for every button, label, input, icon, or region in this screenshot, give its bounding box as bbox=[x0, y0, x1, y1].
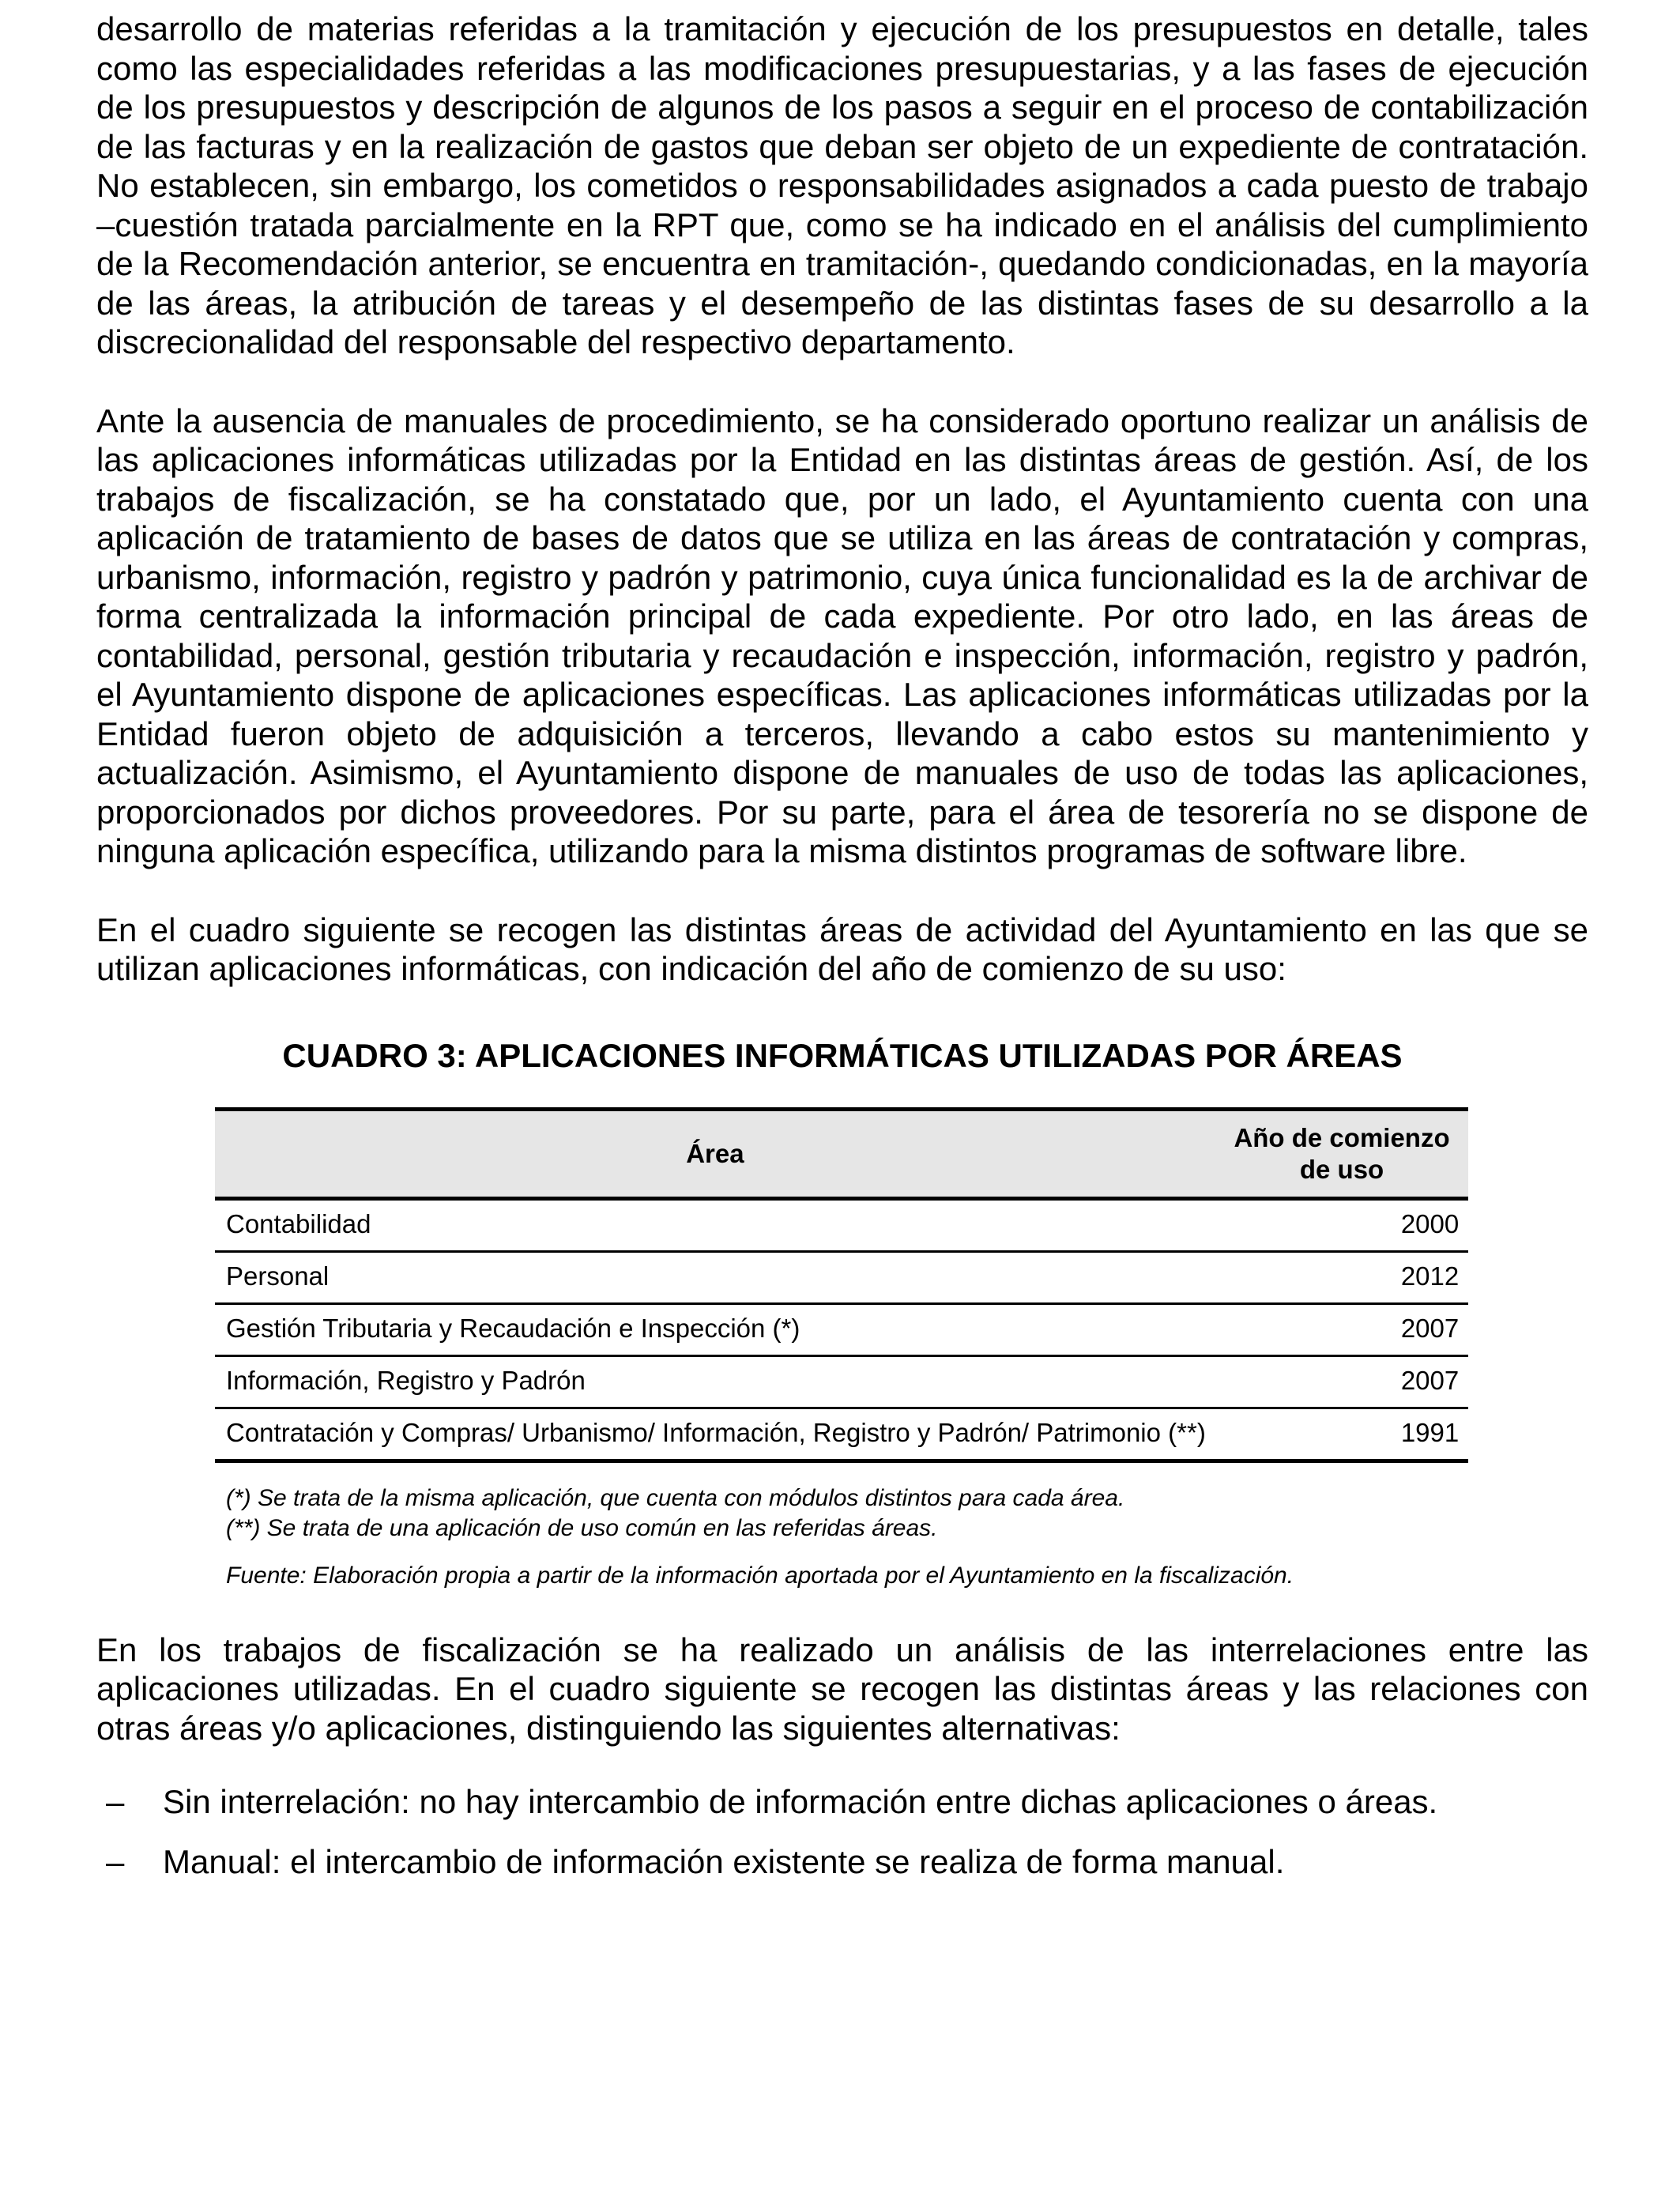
table-note-1: (*) Se trata de la misma aplicación, que cuenta con módulos distintos para cada área. bbox=[226, 1484, 1125, 1511]
paragraph-4: En los trabajos de fiscalización se ha realizado un análisis de las interrelaciones entre las aplicaciones utilizadas. En el cuadro siguiente se recogen las distintas áreas y las relaciones con otras áreas y/o aplicaciones, distinguiendo las siguientes alternativas: bbox=[96, 1630, 1588, 1747]
cell-year: 2000 bbox=[1215, 1198, 1468, 1251]
cell-area: Personal bbox=[215, 1251, 1215, 1303]
cell-year: 2007 bbox=[1215, 1303, 1468, 1355]
paragraph-1: desarrollo de materias referidas a la tramitación y ejecución de los presupuestos en detalle, tales como las especialidades referidas a las modificaciones presupuestarias, y a las fases de ejecución de los presupuestos y descripción de algunos de los pasos a seguir en el proceso de contabilización de las facturas y en la realización de gastos que deban ser objeto de un expediente de contratación. No establecen, sin embargo, los cometidos o responsabilidades asignados a cada puesto de trabajo –cuestión tratada parcialmente en la RPT que, como se ha indicado en el análisis del cumplimiento de la Recomendación anterior, se encuentra en tramitación-, quedando condicionadas, en la mayoría de las áreas, la atribución de tareas y el desempeño de las distintas fases de su desarrollo a la discrecionalidad del responsable del respectivo departamento. bbox=[96, 10, 1588, 360]
table-note-2: (**) Se trata de una aplicación de uso común en las referidas áreas. bbox=[226, 1514, 938, 1541]
cell-area: Contratación y Compras/ Urbanismo/ Información, Registro y Padrón/ Patrimonio (**) bbox=[215, 1408, 1215, 1461]
table-row bbox=[215, 1303, 1468, 1355]
cell-year: 2007 bbox=[1215, 1355, 1468, 1408]
applications-table bbox=[215, 1107, 1468, 1463]
list-item bbox=[96, 1782, 1588, 1822]
table-body bbox=[215, 1198, 1468, 1461]
table-source: Fuente: Elaboración propia a partir de la información aportada por el Ayuntamiento en la fiscalización. bbox=[226, 1562, 1294, 1589]
table-row bbox=[215, 1408, 1468, 1461]
paragraph-3: En el cuadro siguiente se recogen las distintas áreas de actividad del Ayuntamiento en las que se utilizan aplicaciones informáticas, con indicación del año de comienzo de su uso: bbox=[96, 910, 1588, 987]
table-header-row bbox=[215, 1109, 1468, 1198]
cell-year: 2012 bbox=[1215, 1251, 1468, 1303]
table-header bbox=[215, 1109, 1468, 1198]
paragraph-2: Ante la ausencia de manuales de procedimiento, se ha considerado oportuno realizar un análisis de las aplicaciones informáticas utilizadas por la Entidad en las distintas áreas de gestión. Así, de los trabajos de fiscalización, se ha constatado que, por un lado, el Ayuntamiento cuenta con una aplicación de tratamiento de bases de datos que se utiliza en las áreas de contratación y compras, urbanismo, información, registro y padrón y patrimonio, cuya única funcionalidad es la de archivar de forma centralizada la información principal de cada expediente. Por otro lado, en las áreas de contabilidad, personal, gestión tributaria y recaudación e inspección, información, registro y padrón, el Ayuntamiento dispone de aplicaciones específicas. Las aplicaciones informáticas utilizadas por la Entidad fueron objeto de adquisición a terceros, llevando a cabo estos su mantenimiento y actualización. Asimismo, el Ayuntamiento dispone de manuales de uso de todas las aplicaciones, proporcionados por dichos proveedores. Por su parte, para el área de tesorería no se dispone de ninguna aplicación específica, utilizando para la misma distintos programas de software libre. bbox=[96, 401, 1588, 869]
alternatives-list bbox=[96, 1782, 1588, 1882]
table-block bbox=[215, 1107, 1463, 1591]
cell-year: 1991 bbox=[1215, 1408, 1468, 1461]
header-area: Área bbox=[215, 1109, 1215, 1198]
table-row bbox=[215, 1198, 1468, 1251]
table-row bbox=[215, 1251, 1468, 1303]
list-item bbox=[96, 1842, 1588, 1882]
document-page bbox=[96, 9, 1588, 1902]
list-item-text: Sin interrelación: no hay intercambio de información entre dichas aplicaciones o áreas. bbox=[163, 1783, 1438, 1820]
table-notes bbox=[226, 1483, 1452, 1591]
table-title: CUADRO 3: APLICACIONES INFORMÁTICAS UTILIZADAS POR ÁREAS bbox=[282, 1036, 1403, 1074]
cell-area: Información, Registro y Padrón bbox=[215, 1355, 1215, 1408]
header-year bbox=[1215, 1109, 1468, 1198]
dash-bullet: – bbox=[106, 1783, 125, 1820]
cell-area: Contabilidad bbox=[215, 1198, 1215, 1251]
dash-bullet: – bbox=[106, 1843, 125, 1880]
header-year-line-1: Año de comienzo bbox=[1234, 1122, 1450, 1152]
cell-area: Gestión Tributaria y Recaudación e Inspección (*) bbox=[215, 1303, 1215, 1355]
table-row bbox=[215, 1355, 1468, 1408]
list-item-text: Manual: el intercambio de información existente se realiza de forma manual. bbox=[163, 1843, 1285, 1880]
header-year-line-2: de uso bbox=[1299, 1154, 1384, 1184]
